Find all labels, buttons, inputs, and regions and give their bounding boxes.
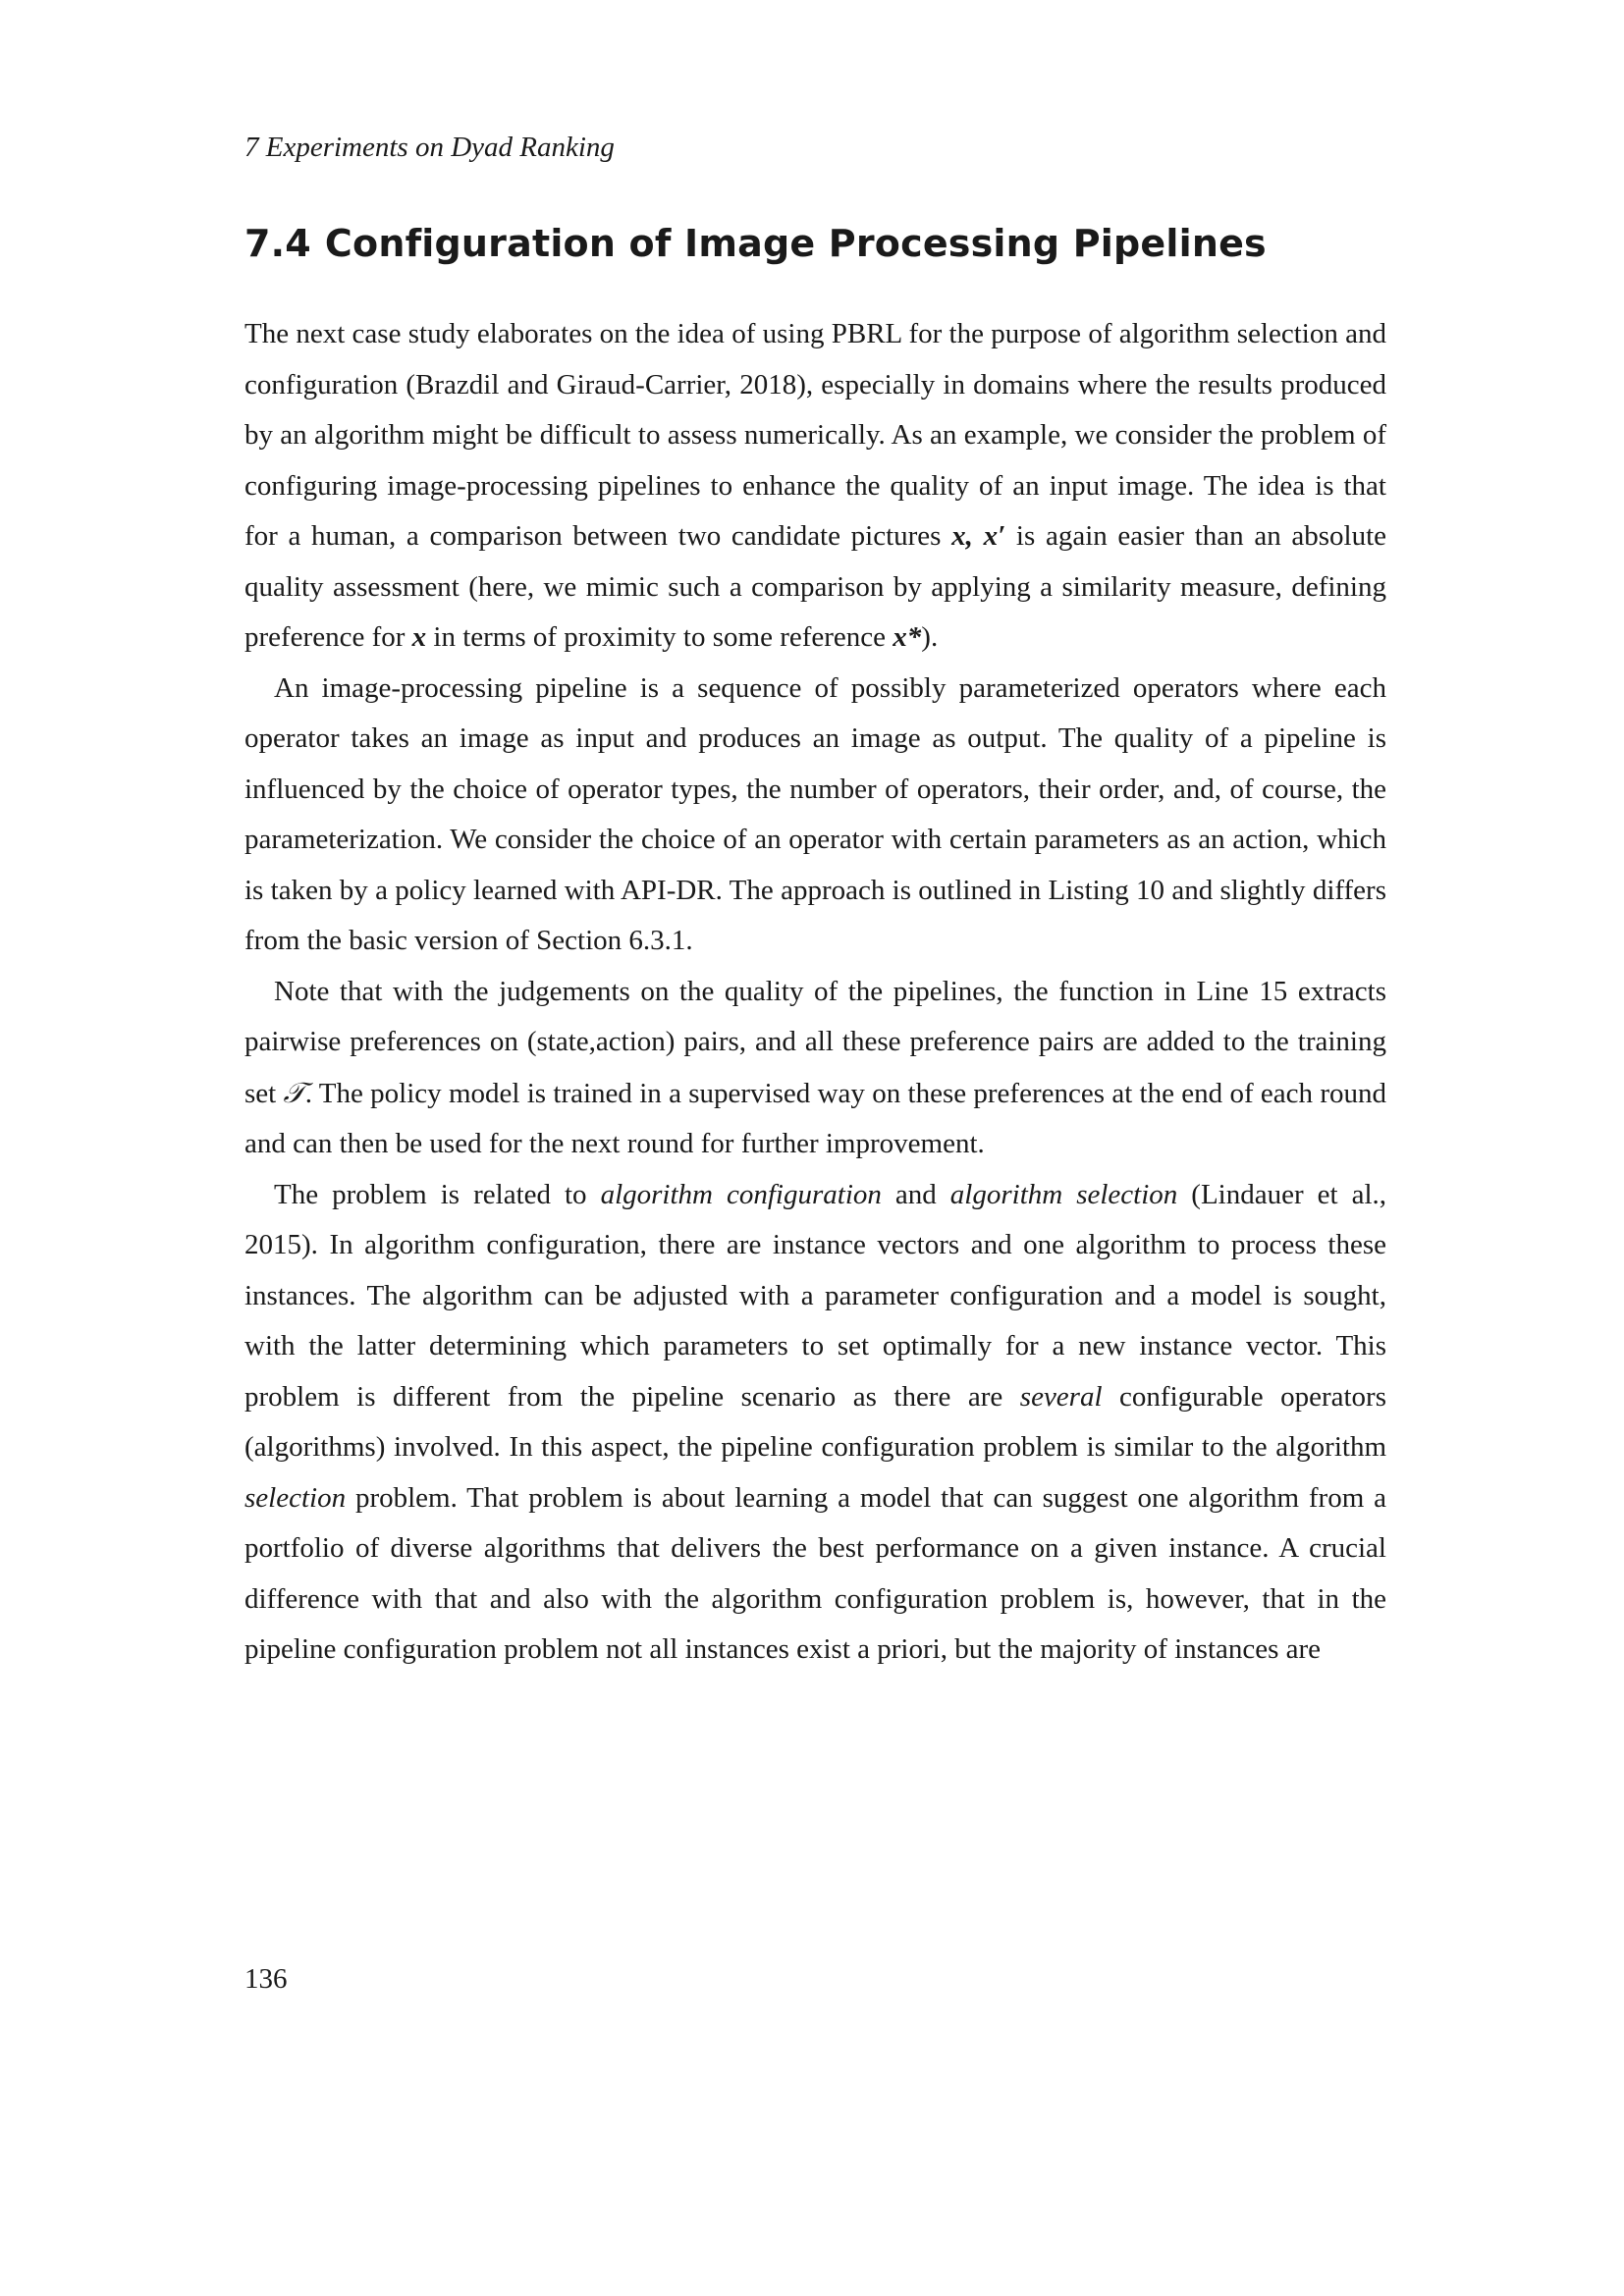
text-run: and bbox=[881, 1178, 950, 1210]
text-run: configurable operators (algorithms) involved. In this aspect, the pipeline configuration problem is similar to the algorithm bbox=[244, 1380, 1387, 1463]
section-title: Configuration of Image Processing Pipelines bbox=[324, 222, 1267, 265]
section-number: 7.4 bbox=[244, 222, 311, 265]
section-heading bbox=[244, 222, 1267, 265]
emphasis: selection bbox=[244, 1481, 347, 1514]
paragraph-1 bbox=[244, 309, 1386, 664]
text-run: is again easier than an absolute quality assessment (here, we mimic such a comparison by applying a similarity measure, defining preference for bbox=[244, 520, 1387, 653]
math-inline: x* bbox=[893, 621, 922, 653]
math-inline: x bbox=[411, 621, 427, 653]
text-run: ). bbox=[921, 621, 939, 653]
text-run: The problem is related to bbox=[274, 1178, 601, 1210]
text-run: (Lindauer et al., 2015). In algorithm configuration, there are instance vectors and one algorithm to process these instances. The algorithm can be adjusted with a parameter configuration and a model is sought, with the latter determining which parameters to set optimally for a new instance vector. This problem is different from the pipeline scenario as there are bbox=[244, 1178, 1387, 1413]
page-number: 136 bbox=[244, 1963, 288, 1995]
paragraph-4 bbox=[244, 1170, 1386, 1676]
emphasis: algorithm configuration bbox=[600, 1178, 882, 1210]
text-run: in terms of proximity to some reference bbox=[426, 621, 893, 653]
math-inline: 𝒯 bbox=[283, 1075, 305, 1109]
running-head: 7 Experiments on Dyad Ranking bbox=[244, 132, 615, 163]
body-text bbox=[244, 309, 1386, 1676]
math-inline: x, x′ bbox=[951, 520, 1006, 552]
text-run: problem. That problem is about learning a model that can suggest one algorithm from a portfolio of diverse algorithms that delivers the best performance on a given instance. A crucial difference with that and also with the algorithm configuration problem is, however, that in the pipeline configuration problem not all instances exist a priori, but the majority of instances are bbox=[244, 1481, 1386, 1665]
text-run: Note that with the judgements on the quality of the pipelines, the function in Line 15 extracts pairwise preferences on (state,action) pairs, and all these preference pairs are added to the training set bbox=[244, 975, 1386, 1109]
emphasis: algorithm selection bbox=[949, 1178, 1178, 1210]
emphasis: several bbox=[1019, 1380, 1103, 1413]
text-run: . The policy model is trained in a supervised way on these preferences at the end of each round and can then be used for the next round for further improvement. bbox=[244, 1077, 1386, 1159]
paragraph-3 bbox=[244, 967, 1386, 1170]
paragraph-2: An image-processing pipeline is a sequence of possibly parameterized operators where each operator takes an image as input and produces an image as output. The quality of a pipeline is influenced by the choice of operator types, the number of operators, their order, and, of course, the parameterization. We consider the choice of an operator with certain parameters as an action, which is taken by a policy learned with API-DR. The approach is outlined in Listing 10 and slightly differs from the basic version of Section 6.3.1. bbox=[244, 671, 1386, 956]
text-run: The next case study elaborates on the idea of using PBRL for the purpose of algorithm selection and configuration (Brazdil and Giraud-Carrier, 2018), especially in domains where the results produced by an algorithm might be difficult to assess numerically. As an example, we consider the problem of configuring image-processing pipelines to enhance the quality of an input image. The idea is that for a human, a comparison between two candidate pictures bbox=[244, 318, 1386, 552]
